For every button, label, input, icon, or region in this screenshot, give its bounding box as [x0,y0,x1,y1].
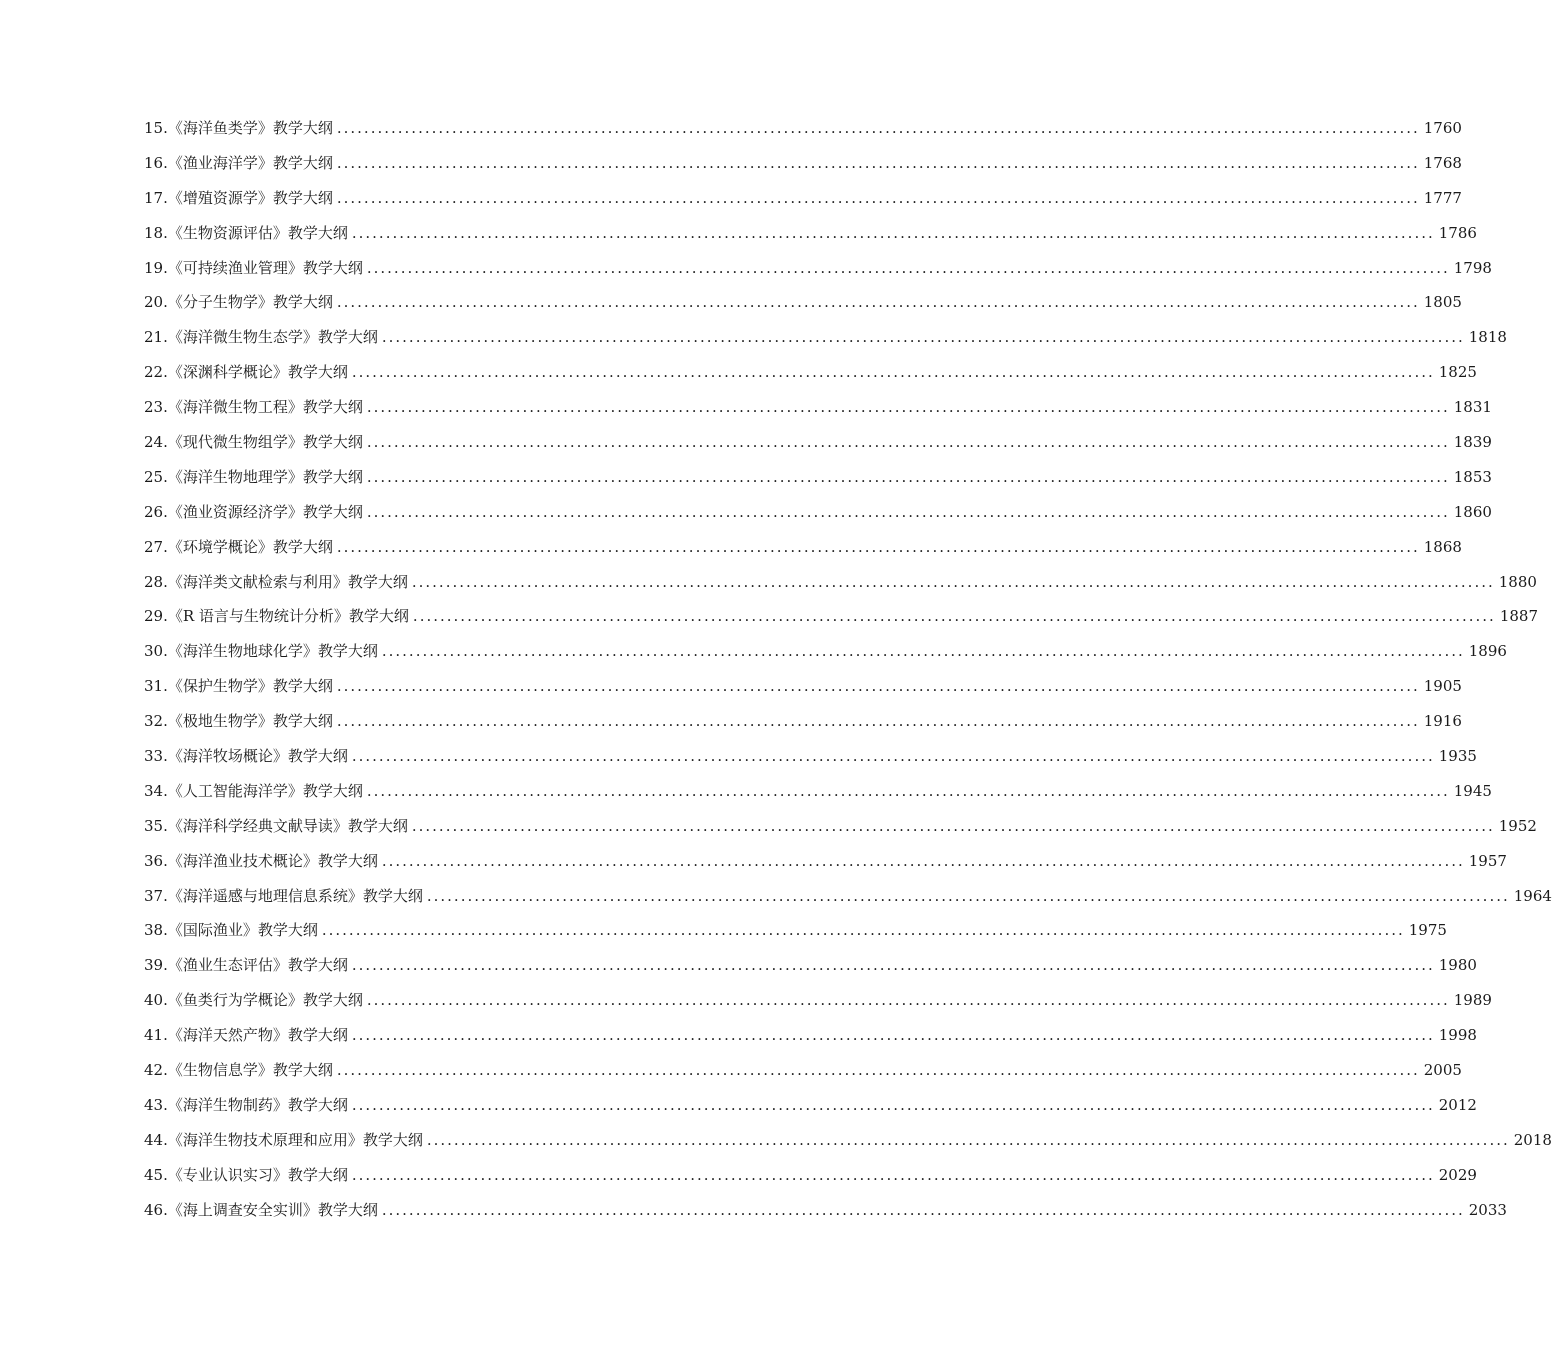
toc-entry-title: 22.《深渊科学概论》教学大纲 [144,363,348,382]
toc-dot-leader: ................................................................................................................................................................ [412,607,1496,626]
toc-entry-page-number: 2012 [1438,1095,1477,1114]
toc-entry[interactable] [144,181,1462,216]
toc-entry[interactable] [144,390,1492,425]
toc-dot-leader: ................................................................................................................................................................ [351,956,1435,975]
toc-entry-page-number: 1768 [1423,153,1462,172]
toc-entry-page-number: 1980 [1438,956,1477,975]
toc-entry-title: 42.《生物信息学》教学大纲 [144,1061,333,1080]
toc-entry-page-number: 1935 [1438,747,1477,766]
toc-entry-title: 37.《海洋遥感与地理信息系统》教学大纲 [144,886,423,905]
toc-entry-title: 35.《海洋科学经典文献导读》教学大纲 [144,816,408,835]
toc-entry[interactable] [144,983,1492,1018]
toc-dot-leader: ................................................................................................................................................................ [426,886,1510,905]
toc-entry-page-number: 1975 [1408,921,1447,940]
toc-entry-title: 26.《渔业资源经济学》教学大纲 [144,502,363,521]
toc-entry-title: 24.《现代微生物组学》教学大纲 [144,433,363,452]
toc-entry[interactable] [144,425,1492,460]
toc-dot-leader: ................................................................................................................................................................ [381,1200,1465,1219]
toc-dot-leader: ................................................................................................................................................................ [336,677,1420,696]
toc-entry[interactable] [144,111,1462,146]
toc-entry-page-number: 1989 [1453,991,1492,1010]
toc-entry-title: 21.《海洋微生物生态学》教学大纲 [144,328,378,347]
toc-entry-title: 19.《可持续渔业管理》教学大纲 [144,258,363,277]
toc-entry-page-number: 1853 [1453,467,1492,486]
toc-entry-page-number: 2018 [1513,1130,1552,1149]
toc-entry-page-number: 1868 [1423,537,1462,556]
toc-entry[interactable] [144,1193,1507,1228]
toc-entry-page-number: 1760 [1423,119,1462,137]
toc-entry-page-number: 1825 [1438,363,1477,382]
toc-entry-page-number: 1805 [1423,293,1462,312]
toc-entry-title: 27.《环境学概论》教学大纲 [144,537,333,556]
toc-entry-page-number: 1957 [1468,851,1507,870]
toc-dot-leader: ................................................................................................................................................................ [351,223,1435,242]
toc-entry-title: 20.《分子生物学》教学大纲 [144,293,333,312]
toc-dot-leader: ................................................................................................................................................................ [351,1095,1435,1114]
toc-entry-page-number: 1964 [1513,886,1552,905]
toc-entry-title: 23.《海洋微生物工程》教学大纲 [144,398,363,417]
toc-entry[interactable] [144,320,1507,355]
toc-entry-title: 18.《生物资源评估》教学大纲 [144,223,348,242]
toc-dot-leader: ................................................................................................................................................................ [336,293,1420,312]
toc-entry[interactable] [144,251,1492,286]
toc-entry[interactable] [144,739,1477,774]
toc-entry[interactable] [144,530,1462,565]
toc-entry-title: 30.《海洋生物地球化学》教学大纲 [144,642,378,661]
toc-entry-page-number: 1945 [1453,781,1492,800]
toc-dot-leader: ................................................................................................................................................................ [381,328,1465,347]
toc-entry-page-number: 1896 [1468,642,1507,661]
toc-entry-title: 44.《海洋生物技术原理和应用》教学大纲 [144,1130,423,1149]
toc-entry-page-number: 1998 [1438,1026,1477,1045]
toc-entry-title: 16.《渔业海洋学》教学大纲 [144,153,333,172]
toc-entry-title: 45.《专业认识实习》教学大纲 [144,1165,348,1184]
toc-entry-title: 31.《保护生物学》教学大纲 [144,677,333,696]
toc-entry-page-number: 1887 [1499,607,1538,626]
table-of-contents [144,111,1552,1228]
toc-entry-page-number: 1880 [1498,572,1537,591]
toc-dot-leader: ................................................................................................................................................................ [366,467,1450,486]
toc-entry[interactable] [144,599,1538,634]
toc-dot-leader: ................................................................................................................................................................ [366,398,1450,417]
toc-dot-leader: ................................................................................................................................................................ [366,502,1450,521]
toc-entry[interactable] [144,704,1462,739]
toc-entry-title: 43.《海洋生物制药》教学大纲 [144,1095,348,1114]
toc-entry-page-number: 1952 [1498,816,1537,835]
toc-dot-leader: ................................................................................................................................................................ [336,153,1420,172]
toc-entry-page-number: 2005 [1423,1061,1462,1080]
toc-entry-title: 38.《国际渔业》教学大纲 [144,921,318,940]
toc-dot-leader: ................................................................................................................................................................ [336,188,1420,207]
toc-dot-leader: ................................................................................................................................................................ [336,537,1420,556]
toc-entry-title: 15.《海洋鱼类学》教学大纲 [144,119,333,137]
toc-dot-leader: ................................................................................................................................................................ [366,258,1450,277]
toc-entry[interactable] [144,285,1462,320]
toc-entry-page-number: 1839 [1453,433,1492,452]
toc-dot-leader: ................................................................................................................................................................ [381,851,1465,870]
toc-entry[interactable] [144,565,1537,600]
toc-entry-title: 28.《海洋类文献检索与利用》教学大纲 [144,572,408,591]
toc-entry[interactable] [144,146,1462,181]
toc-entry[interactable] [144,913,1447,948]
toc-entry[interactable] [144,1123,1552,1158]
toc-entry-title: 36.《海洋渔业技术概论》教学大纲 [144,851,378,870]
toc-entry[interactable] [144,1018,1477,1053]
toc-dot-leader: ................................................................................................................................................................ [381,642,1465,661]
toc-dot-leader: ................................................................................................................................................................ [351,363,1435,382]
toc-entry-title: 39.《渔业生态评估》教学大纲 [144,956,348,975]
toc-entry-title: 32.《极地生物学》教学大纲 [144,712,333,731]
toc-entry[interactable] [144,1088,1477,1123]
toc-entry-page-number: 1905 [1423,677,1462,696]
toc-entry[interactable] [144,809,1537,844]
toc-entry-page-number: 2033 [1468,1200,1507,1219]
toc-dot-leader: ................................................................................................................................................................ [411,572,1495,591]
toc-entry[interactable] [144,774,1492,809]
toc-entry[interactable] [144,634,1507,669]
toc-entry[interactable] [144,460,1492,495]
toc-entry-title: 25.《海洋生物地理学》教学大纲 [144,467,363,486]
toc-dot-leader: ................................................................................................................................................................ [411,816,1495,835]
toc-entry-page-number: 2029 [1438,1165,1477,1184]
toc-entry[interactable] [144,495,1492,530]
toc-dot-leader: ................................................................................................................................................................ [336,119,1420,137]
toc-entry-title: 29.《R 语言与生物统计分析》教学大纲 [144,607,409,626]
toc-entry-title: 46.《海上调查安全实训》教学大纲 [144,1200,378,1219]
toc-dot-leader: ................................................................................................................................................................ [351,747,1435,766]
toc-entry[interactable] [144,669,1462,704]
toc-dot-leader: ................................................................................................................................................................ [321,921,1405,940]
toc-dot-leader: ................................................................................................................................................................ [366,781,1450,800]
toc-dot-leader: ................................................................................................................................................................ [336,712,1420,731]
toc-entry[interactable] [144,1053,1462,1088]
toc-dot-leader: ................................................................................................................................................................ [351,1165,1435,1184]
toc-entry-page-number: 1818 [1468,328,1507,347]
toc-dot-leader: ................................................................................................................................................................ [351,1026,1435,1045]
toc-entry[interactable] [144,216,1477,251]
toc-entry-page-number: 1860 [1453,502,1492,521]
toc-entry-title: 33.《海洋牧场概论》教学大纲 [144,747,348,766]
toc-entry-page-number: 1831 [1453,398,1492,417]
toc-entry-page-number: 1777 [1423,188,1462,207]
toc-dot-leader: ................................................................................................................................................................ [426,1130,1510,1149]
toc-dot-leader: ................................................................................................................................................................ [336,1061,1420,1080]
toc-entry-title: 41.《海洋天然产物》教学大纲 [144,1026,348,1045]
toc-entry-page-number: 1786 [1438,223,1477,242]
toc-entry-title: 34.《人工智能海洋学》教学大纲 [144,781,363,800]
toc-entry-title: 40.《鱼类行为学概论》教学大纲 [144,991,363,1010]
toc-entry[interactable] [144,1158,1477,1193]
toc-entry[interactable] [144,844,1507,879]
toc-entry[interactable] [144,948,1477,983]
toc-entry[interactable] [144,879,1552,914]
toc-dot-leader: ................................................................................................................................................................ [366,991,1450,1010]
toc-entry-page-number: 1916 [1423,712,1462,731]
toc-entry-page-number: 1798 [1453,258,1492,277]
toc-entry-title: 17.《增殖资源学》教学大纲 [144,188,333,207]
toc-dot-leader: ................................................................................................................................................................ [366,433,1450,452]
toc-entry[interactable] [144,355,1477,390]
